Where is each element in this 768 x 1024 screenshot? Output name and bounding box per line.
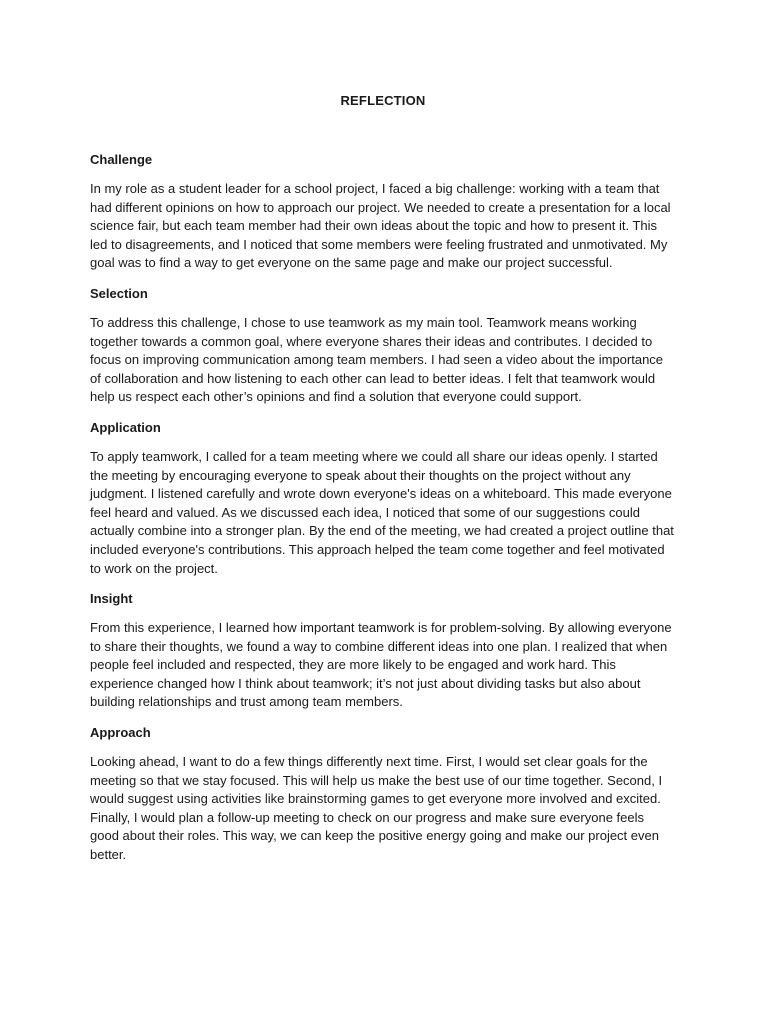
section-body-challenge: In my role as a student leader for a school project, I faced a big challenge: working with a team that had different opinions on how to approach our project. We needed to create a presentation for a local science fair, but each team member had their own ideas about the topic and how to present it. This led to disagreements, and I noticed that some members were feeling frustrated and unmotivated. My goal was to find a way to get everyone on the same page and make our project successful.	[90, 181, 671, 271]
section-challenge	[90, 151, 676, 273]
section-heading-application: Application	[90, 419, 161, 435]
section-body-application: To apply teamwork, I called for a team meeting where we could all share our ideas openly. I started the meeting by encouraging everyone to speak about their thoughts on the project without any judgment. I listened carefully and wrote down everyone's ideas on a whiteboard. This made everyone feel heard and valued. As we discussed each idea, I noticed that some of our suggestions could actually combine into a stronger plan. By the end of the meeting, we had created a project outline that included everyone's contributions. This approach helped the team come together and feel motivated to work on the project.	[90, 448, 674, 576]
section-insight	[90, 590, 676, 712]
section-heading-selection: Selection	[90, 285, 148, 301]
section-body-insight: From this experience, I learned how important teamwork is for problem-solving. By allowing everyone to share their thoughts, we found a way to combine different ideas into one plan. I realized that when people feel included and respected, they are more likely to be engaged and work hard. This experience changed how I think about teamwork; it’s not just about dividing tasks but also about building relationships and trust among team members.	[90, 620, 672, 710]
section-heading-insight: Insight	[90, 591, 133, 607]
section-heading-challenge: Challenge	[90, 152, 153, 167]
section-body-selection: To address this challenge, I chose to use teamwork as my main tool. Teamwork means working together towards a common goal, where everyone shares their ideas and contributes. I decided to focus on improving communication among team members. I had seen a video about the importance of collaboration and how listening to each other can lead to better ideas. I felt that teamwork would help us respect each other’s opinions and find a solution that everyone could support.	[90, 314, 664, 405]
section-selection	[90, 285, 676, 407]
document-title: REFLECTION	[340, 93, 426, 108]
section-heading-approach: Approach	[90, 725, 151, 741]
section-approach	[90, 724, 676, 865]
section-body-approach: Looking ahead, I want to do a few things differently next time. First, I would set clear goals for the meeting so that we stay focused. This will help us make the best use of our time together. Second, I would suggest using activities like brainstorming games to get everyone more involved and excited. Finally, I would plan a follow-up meeting to check on our progress and make sure everyone feels good about their roles. This way, we can keep the positive energy going and make our project even better.	[90, 754, 663, 863]
section-application	[90, 419, 676, 578]
